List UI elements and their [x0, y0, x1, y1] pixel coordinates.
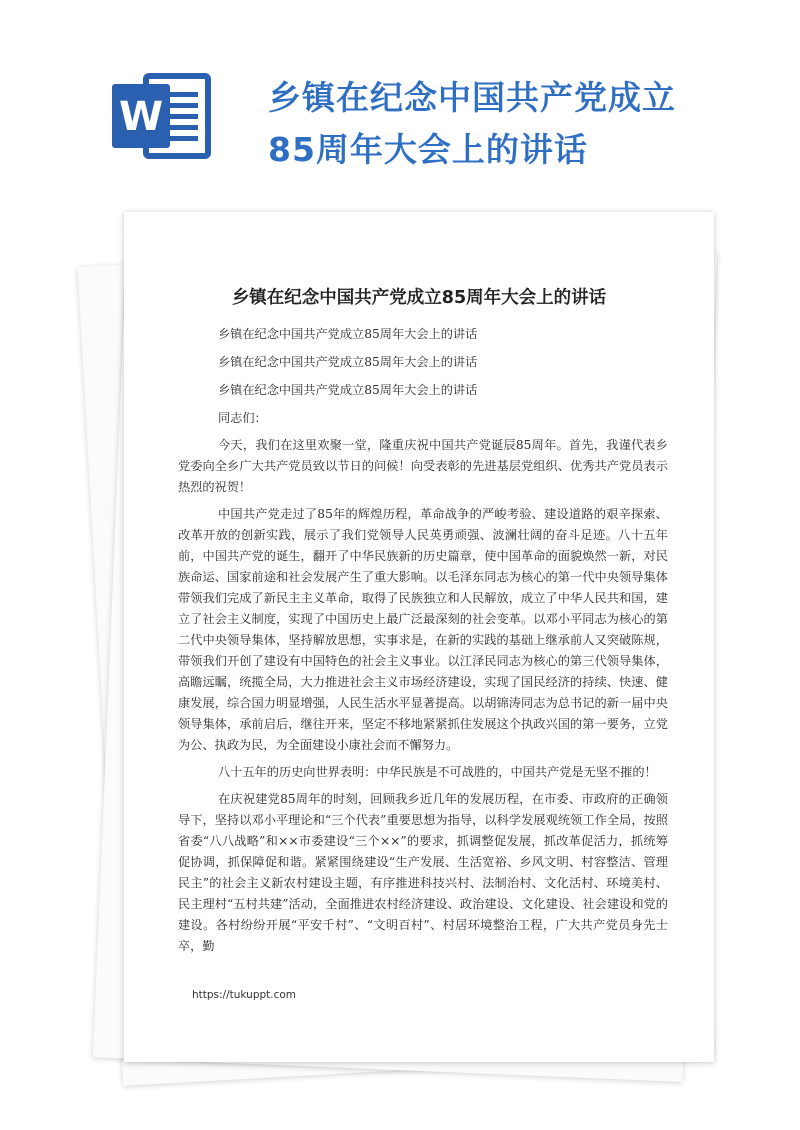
document-body	[178, 324, 668, 963]
footer-url: https://tukuppt.com	[192, 989, 297, 1001]
repeat-title-line: 乡镇在纪念中国共产党成立85周年大会上的讲话	[218, 383, 478, 397]
paragraph: 八十五年的历史向世界表明：中华民族是不可战胜的，中国共产党是无坚不摧的！	[218, 765, 657, 779]
repeat-title-line: 乡镇在纪念中国共产党成立85周年大会上的讲话	[218, 355, 478, 369]
page-title: 乡镇在纪念中国共产党成立85周年大会上的讲话	[268, 78, 676, 169]
paragraph: 今天，我们在这里欢聚一堂，隆重庆祝中国共产党诞辰85周年。首先，我谨代表乡党委向全乡广大共产党员致以节日的问候！向受表彰的先进基层党组织、优秀共产党员表示热烈的祝贺！	[178, 438, 668, 494]
paragraph: 在庆祝建党85周年的时刻，回顾我乡近几年的发展历程，在市委、市政府的正确领导下，坚持以邓小平理论和“三个代表”重要思想为指导，以科学发展观统领工作全局，按照省委“八八战略”和××市委建设“三个××”的要求，抓调整促发展，抓改革促活力，抓统筹促协调，抓保障促和谐。紧紧围绕建设“生产发展、生活宽裕、乡风文明、村容整洁、管理民主”的社会主义新农村建设主题，有序推进科技兴村、法制治村、文化活村、环境美村、民主理村“五村共建”活动，全面推进农村经济建设、政治建设、文化建设、社会建设和党的建设。各村纷纷开展“平安千村”、“文明百村”、村居环境整治工程，广大共产党员身先士卒，勤	[178, 792, 668, 953]
document-title: 乡镇在纪念中国共产党成立85周年大会上的讲话	[231, 288, 607, 308]
repeat-title-line: 乡镇在纪念中国共产党成立85周年大会上的讲话	[218, 327, 478, 341]
paragraph: 中国共产党走过了85年的辉煌历程，革命战争的严峻考验、建设道路的艰辛探索、改革开放的创新实践，展示了我们党领导人民英勇顽强、波澜壮阔的奋斗足迹。八十五年前，中国共产党的诞生，翻开了中华民族新的历史篇章，使中国革命的面貌焕然一新，对民族命运、国家前途和社会发展产生了重大影响。以毛泽东同志为核心的第一代中央领导集体带领我们完成了新民主主义革命，取得了民族独立和人民解放，成立了中华人民共和国，建立了社会主义制度，实现了中国历史上最广泛最深刻的社会变革。以邓小平同志为核心的第二代中央领导集体，坚持解放思想，实事求是，在新的实践的基础上继承前人又突破陈规，带领我们开创了建设有中国特色的社会主义事业。以江泽民同志为核心的第三代领导集体，高瞻远瞩，统揽全局，大力推进社会主义市场经济建设，实现了国民经济的持续、快速、健康发展，综合国力明显增强，人民生活水平显著提高。以胡锦涛同志为总书记的新一届中央领导集体，承前启后，继往开来，坚定不移地紧紧抓住发展这个执政兴国的第一要务，立党为公、执政为民，为全面建设小康社会而不懈努力。	[178, 507, 668, 752]
greeting: 同志们：	[218, 411, 267, 425]
word-logo-letter: W	[118, 94, 164, 140]
word-document-icon	[112, 70, 212, 162]
document-page	[124, 212, 714, 1062]
